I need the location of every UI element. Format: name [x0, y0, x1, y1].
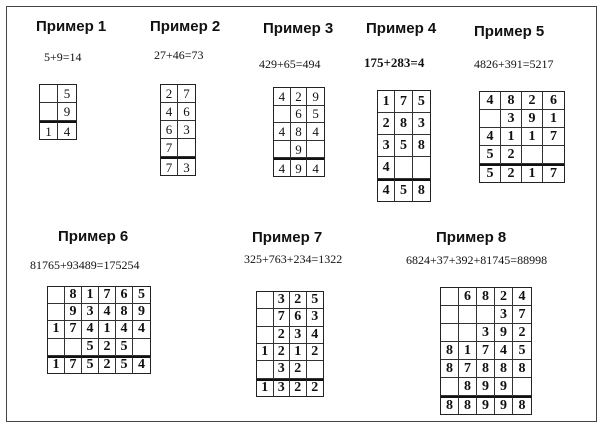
- digit-cell: [441, 324, 459, 342]
- digit-cell: 4: [274, 88, 291, 106]
- example-grid: [440, 287, 532, 415]
- example-title: Пример 2: [150, 18, 221, 35]
- digit-cell: [133, 339, 150, 356]
- digit-cell: 7: [543, 164, 564, 182]
- digit-cell: 4: [116, 321, 133, 338]
- digit-cell: 9: [495, 378, 513, 396]
- digit-cell: 9: [133, 304, 150, 321]
- digit-cell: 4: [133, 321, 150, 338]
- digit-cell: 2: [161, 85, 178, 103]
- example-title: Пример 3: [263, 20, 334, 37]
- example-grid: [160, 84, 196, 176]
- example-grid: [479, 91, 565, 183]
- digit-cell: 3: [378, 135, 395, 157]
- digit-cell: 8: [395, 113, 412, 135]
- digit-cell: 3: [307, 309, 324, 326]
- example-formula: 27+46=73: [154, 48, 204, 62]
- digit-cell: [513, 378, 531, 396]
- digit-cell: 6: [543, 92, 564, 110]
- digit-cell: [48, 304, 65, 321]
- digit-cell: 7: [395, 91, 412, 113]
- digit-cell: 9: [58, 103, 76, 121]
- digit-cell: 2: [495, 288, 513, 306]
- digit-cell: [477, 306, 495, 324]
- digit-cell: 6: [116, 287, 133, 304]
- digit-cell: 8: [459, 396, 477, 414]
- digit-cell: 5: [395, 135, 412, 157]
- digit-cell: [395, 157, 412, 179]
- digit-cell: 2: [501, 164, 522, 182]
- digit-cell: [257, 361, 274, 378]
- digit-cell: 1: [501, 128, 522, 146]
- digit-cell: 4: [274, 123, 291, 141]
- digit-cell: 2: [274, 327, 291, 344]
- digit-cell: [40, 85, 58, 103]
- digit-cell: 8: [513, 396, 531, 414]
- digit-cell: 3: [501, 110, 522, 128]
- digit-cell: [441, 288, 459, 306]
- digit-cell: [441, 306, 459, 324]
- digit-cell: 5: [307, 106, 324, 124]
- digit-cell: 2: [274, 344, 291, 361]
- digit-cell: 4: [274, 158, 291, 176]
- digit-cell: 9: [522, 110, 543, 128]
- digit-cell: [257, 292, 274, 309]
- digit-cell: 4: [513, 288, 531, 306]
- digit-cell: 3: [274, 292, 291, 309]
- digit-cell: 8: [441, 342, 459, 360]
- digit-cell: 5: [133, 287, 150, 304]
- digit-cell: 2: [307, 344, 324, 361]
- digit-cell: [459, 306, 477, 324]
- digit-cell: [543, 146, 564, 164]
- example-formula: 6824+37+392+81745=88998: [406, 253, 548, 267]
- digit-cell: 2: [291, 88, 308, 106]
- digit-cell: 2: [378, 113, 395, 135]
- digit-cell: 9: [495, 324, 513, 342]
- digit-cell: 3: [413, 113, 430, 135]
- digit-cell: 9: [65, 304, 82, 321]
- digit-cell: [459, 324, 477, 342]
- digit-cell: [441, 378, 459, 396]
- digit-cell: 1: [378, 91, 395, 113]
- example-grid: [39, 84, 77, 140]
- digit-cell: [48, 287, 65, 304]
- example-title: Пример 4: [366, 20, 437, 37]
- digit-cell: 3: [178, 157, 195, 175]
- digit-cell: 1: [257, 344, 274, 361]
- digit-cell: 5: [395, 179, 412, 201]
- digit-cell: 4: [307, 123, 324, 141]
- digit-cell: [40, 103, 58, 121]
- digit-cell: 9: [307, 88, 324, 106]
- digit-cell: 8: [459, 378, 477, 396]
- digit-cell: 1: [40, 121, 58, 139]
- digit-cell: 3: [477, 324, 495, 342]
- digit-cell: 7: [99, 287, 116, 304]
- digit-cell: 8: [513, 360, 531, 378]
- example-grid: [47, 286, 151, 374]
- digit-cell: [257, 309, 274, 326]
- digit-cell: 2: [513, 324, 531, 342]
- digit-cell: 1: [290, 344, 307, 361]
- digit-cell: [480, 110, 501, 128]
- digit-cell: 4: [161, 103, 178, 121]
- digit-cell: 1: [257, 379, 274, 396]
- digit-cell: 2: [501, 146, 522, 164]
- digit-cell: 1: [522, 128, 543, 146]
- digit-cell: 4: [378, 157, 395, 179]
- example-grid: [256, 291, 324, 397]
- digit-cell: 4: [307, 327, 324, 344]
- digit-cell: 5: [116, 356, 133, 373]
- digit-cell: [307, 141, 324, 159]
- digit-cell: 4: [307, 158, 324, 176]
- digit-cell: 5: [116, 339, 133, 356]
- digit-cell: 1: [99, 321, 116, 338]
- digit-cell: 3: [82, 304, 99, 321]
- digit-cell: 7: [65, 356, 82, 373]
- digit-cell: [274, 141, 291, 159]
- digit-cell: 4: [378, 179, 395, 201]
- example-grid: [273, 87, 325, 177]
- digit-cell: 8: [65, 287, 82, 304]
- digit-cell: [257, 327, 274, 344]
- digit-cell: 8: [477, 360, 495, 378]
- example-formula: 175+283=4: [364, 55, 425, 70]
- digit-cell: 1: [48, 356, 65, 373]
- digit-cell: 6: [291, 106, 308, 124]
- digit-cell: 8: [116, 304, 133, 321]
- digit-cell: 1: [522, 164, 543, 182]
- example-formula: 4826+391=5217: [474, 57, 554, 71]
- digit-cell: 5: [513, 342, 531, 360]
- digit-cell: [522, 146, 543, 164]
- digit-cell: 3: [495, 306, 513, 324]
- digit-cell: [274, 106, 291, 124]
- digit-cell: 7: [178, 85, 195, 103]
- example-formula: 81765+93489=175254: [30, 258, 140, 272]
- example-title: Пример 1: [36, 18, 107, 35]
- digit-cell: 4: [133, 356, 150, 373]
- digit-cell: 2: [522, 92, 543, 110]
- digit-cell: 3: [274, 361, 291, 378]
- digit-cell: 9: [477, 396, 495, 414]
- digit-cell: 1: [543, 110, 564, 128]
- digit-cell: 5: [82, 356, 99, 373]
- digit-cell: 7: [459, 360, 477, 378]
- digit-cell: 7: [161, 157, 178, 175]
- digit-cell: 2: [290, 361, 307, 378]
- digit-cell: 8: [441, 396, 459, 414]
- digit-cell: 5: [307, 292, 324, 309]
- digit-cell: 4: [480, 128, 501, 146]
- digit-cell: [178, 139, 195, 157]
- example-title: Пример 5: [474, 23, 545, 40]
- digit-cell: 4: [58, 121, 76, 139]
- digit-cell: 8: [413, 179, 430, 201]
- example-formula: 325+763+234=1322: [244, 252, 343, 266]
- digit-cell: 5: [82, 339, 99, 356]
- digit-cell: 3: [178, 121, 195, 139]
- digit-cell: 2: [290, 292, 307, 309]
- example-grid: [377, 90, 431, 202]
- digit-cell: 7: [161, 139, 178, 157]
- example-title: Пример 7: [252, 229, 323, 246]
- digit-cell: 4: [495, 342, 513, 360]
- digit-cell: 2: [290, 379, 307, 396]
- digit-cell: 7: [543, 128, 564, 146]
- digit-cell: [48, 339, 65, 356]
- example-title: Пример 8: [436, 229, 507, 246]
- example-title: Пример 6: [58, 228, 129, 245]
- digit-cell: 5: [480, 164, 501, 182]
- digit-cell: 3: [290, 327, 307, 344]
- digit-cell: 6: [459, 288, 477, 306]
- digit-cell: 1: [82, 287, 99, 304]
- example-formula: 5+9=14: [44, 50, 82, 64]
- digit-cell: 6: [178, 103, 195, 121]
- digit-cell: 4: [99, 304, 116, 321]
- digit-cell: 1: [48, 321, 65, 338]
- digit-cell: 4: [82, 321, 99, 338]
- digit-cell: 1: [459, 342, 477, 360]
- digit-cell: [307, 361, 324, 378]
- digit-cell: 9: [495, 396, 513, 414]
- example-formula: 429+65=494: [259, 57, 321, 71]
- digit-cell: 7: [274, 309, 291, 326]
- digit-cell: 7: [477, 342, 495, 360]
- digit-cell: [65, 339, 82, 356]
- digit-cell: 8: [413, 135, 430, 157]
- digit-cell: 2: [99, 339, 116, 356]
- digit-cell: 5: [413, 91, 430, 113]
- digit-cell: 9: [291, 141, 308, 159]
- digit-cell: 6: [290, 309, 307, 326]
- digit-cell: 6: [161, 121, 178, 139]
- digit-cell: [413, 157, 430, 179]
- digit-cell: 8: [495, 360, 513, 378]
- digit-cell: 4: [480, 92, 501, 110]
- digit-cell: 9: [477, 378, 495, 396]
- digit-cell: 2: [99, 356, 116, 373]
- digit-cell: 5: [480, 146, 501, 164]
- digit-cell: 8: [477, 288, 495, 306]
- digit-cell: 8: [501, 92, 522, 110]
- digit-cell: 7: [65, 321, 82, 338]
- digit-cell: 8: [441, 360, 459, 378]
- digit-cell: 8: [291, 123, 308, 141]
- digit-cell: 7: [513, 306, 531, 324]
- digit-cell: 3: [274, 379, 291, 396]
- digit-cell: 2: [307, 379, 324, 396]
- digit-cell: 5: [58, 85, 76, 103]
- digit-cell: 9: [291, 158, 308, 176]
